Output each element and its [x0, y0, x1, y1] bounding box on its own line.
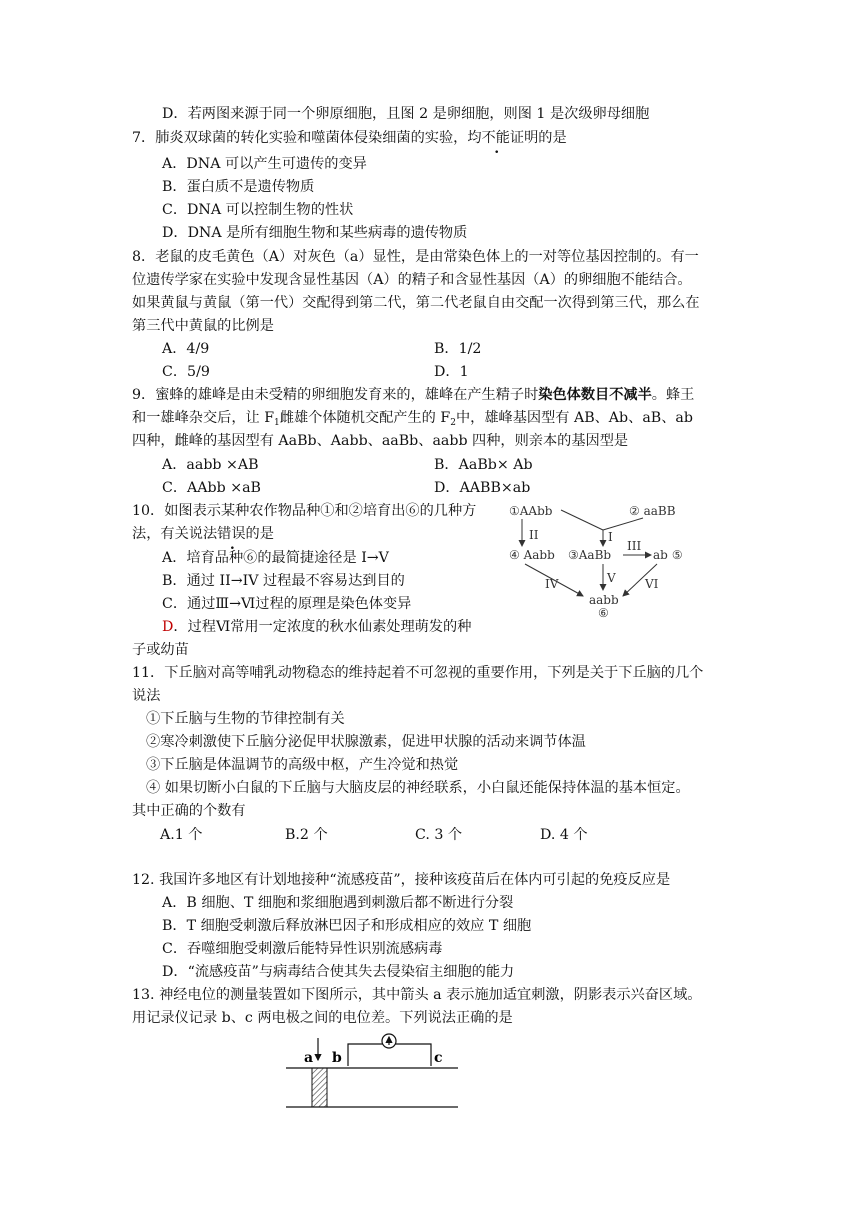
- q8-line-4: 第三代中黄鼠的比例是: [132, 318, 274, 334]
- node-1: ①AAbb: [509, 504, 553, 518]
- q7-option-a: A．DNA 可以产生可遗传的变异: [162, 156, 367, 172]
- q11-item-2: ②寒冷刺激使下丘脑分泌促甲状腺激素，促进甲状腺的活动来调节体温: [146, 734, 586, 750]
- route-label-i: I: [608, 530, 613, 544]
- q8-option-b: B．1/2: [434, 341, 482, 357]
- q7-option-c: C．DNA 可以控制生物的性状: [162, 202, 354, 218]
- q11-line-2: 说法: [132, 688, 161, 704]
- q7-option-b: B．蛋白质不是遗传物质: [162, 179, 315, 195]
- route-label-vi: VI: [645, 577, 659, 591]
- route-label-ii: II: [529, 528, 539, 542]
- q10-option-a: A．培育品种⑥的最简捷途径是 I→V: [162, 550, 389, 566]
- q11-item-1: ①下丘脑与生物的节律控制有关: [146, 711, 345, 727]
- q11-line-1: 11．下丘脑对高等哺乳动物稳态的维持起着不可忽视的重要作用，下列是关于下丘脑的几个: [132, 665, 704, 681]
- nerve-measurement-diagram: [284, 1028, 460, 1112]
- line-1-join: [561, 510, 603, 530]
- line-2-join: [603, 518, 643, 530]
- q10-emphasis: 错误: [217, 526, 246, 542]
- q6-option-d: D．若两图来源于同一个卵原细胞，且图 2 是卵细胞，则图 1 是次级卵母细胞: [162, 106, 650, 122]
- q10-line-1: 10．如图表示某种农作物品种①和②培育出⑥的几种方: [132, 503, 477, 519]
- q12-stem: 12. 我国许多地区有计划地接种“流感疫苗”，接种该疫苗后在体内可引起的免疫反应是: [132, 872, 671, 888]
- route-label-iv: IV: [545, 577, 559, 591]
- q8-line-3: 如果黄鼠与黄鼠（第一代）交配得到第二代，第二代老鼠自由交配一次得到第三代，那么在: [132, 295, 700, 311]
- node-3: ③AaBb: [568, 548, 612, 562]
- q7-emphasis: 不能: [481, 130, 510, 146]
- q10-option-d-cont: 子或幼苗: [132, 642, 189, 658]
- q11-item-4: ④ 如果切断小白鼠的下丘脑与大脑皮层的神经联系，小白鼠还能保持体温的基本恒定。: [146, 780, 690, 796]
- q12-option-a: A．B 细胞、T 细胞和浆细胞遇到刺激后都不断进行分裂: [162, 895, 514, 911]
- q10-option-b: B．通过 II→IV 过程最不容易达到目的: [162, 573, 405, 589]
- q9-option-a: A．aabb ×AB: [162, 457, 259, 473]
- q9-line-3: 四种，雌峰的基因型有 AaBb、Aabb、aaBb、aabb 四种，则亲本的基因型是: [132, 433, 629, 449]
- route-label-iii: III: [627, 539, 642, 553]
- route-label-v: V: [607, 571, 616, 585]
- q10-option-c: C．通过Ⅲ→Ⅵ过程的原理是染色体变异: [162, 596, 412, 612]
- label-b: b: [332, 1050, 342, 1066]
- node-4: ④ Aabb: [509, 548, 555, 562]
- node-6-number: ⑥: [598, 606, 609, 620]
- q11-item-3: ③下丘脑是体温调节的高级中枢，产生冷觉和热觉: [146, 757, 459, 773]
- q13-line-1: 13. 神经电位的测量装置如下图所示，其中箭头 a 表示施加适宜刺激，阴影表示兴奋区域。: [132, 987, 702, 1003]
- q8-option-a: A．4/9: [162, 341, 210, 357]
- node-5: ab ⑤: [653, 548, 683, 562]
- q9-line-1: 9．蜜蜂的雄峰是由未受精的卵细胞发育来的，雄峰在产生精子时染色体数目不减半。蜂王: [132, 387, 695, 403]
- q7-stem: 7．肺炎双球菌的转化实验和噬菌体侵染细菌的实验，均不能证明的是: [132, 130, 567, 146]
- breeding-diagram: [505, 498, 697, 620]
- q8-option-c: C．5/9: [162, 364, 210, 380]
- q11-option-a: A.1 个: [160, 827, 203, 843]
- q11-option-c: C. 3 个: [415, 827, 463, 843]
- q9-option-b: B．AaBb× Ab: [434, 457, 533, 473]
- q11-line-3: 其中正确的个数有: [132, 803, 246, 819]
- q9-option-d: D．AABB×ab: [434, 480, 531, 496]
- node-2: ② aaBB: [629, 504, 676, 518]
- q8-line-1: 8．老鼠的皮毛黄色（A）对灰色（a）显性，是由常染色体上的一对等位基因控制的。有一: [132, 249, 699, 265]
- label-a: a: [304, 1050, 314, 1066]
- q10-line-2: 法，有关说法错误的是: [132, 526, 274, 542]
- q8-line-2: 位遗传学家在实验中发现含显性基因（A）的精子和含显性基因（A）的卵细胞不能结合。: [132, 272, 692, 288]
- q13-line-2: 用记录仪记录 b、c 两电极之间的电位差。下列说法正确的是: [132, 1010, 513, 1026]
- q10-option-d: D．过程Ⅵ常用一定浓度的秋水仙素处理萌发的种: [162, 619, 472, 635]
- q7-option-d: D．DNA 是所有细胞生物和某些病毒的遗传物质: [162, 225, 468, 241]
- q9-bold-text: 染色体数目不减半: [538, 387, 652, 403]
- label-c: c: [434, 1050, 443, 1066]
- q11-option-d: D. 4 个: [540, 827, 588, 843]
- q11-option-b: B.2 个: [285, 827, 328, 843]
- node-6-genotype: aabb: [589, 593, 619, 607]
- q9-option-c: C．AAbb ×aB: [162, 480, 261, 496]
- q12-option-c: C．吞噬细胞受刺激后能特异性识别流感病毒: [162, 941, 443, 957]
- q12-option-d: D．“流感疫苗”与病毒结合使其失去侵染宿主细胞的能力: [162, 964, 515, 980]
- q12-option-b: B．T 细胞受刺激后释放淋巴因子和形成相应的效应 T 细胞: [162, 918, 532, 934]
- q9-line-2: 和一雄峰杂交后，让 $F_1$雌雄个体随机交配产生的 $F_2$中，雄峰基因型有 AB、Ab、aB、ab: [132, 410, 693, 428]
- q8-option-d: D．1: [434, 364, 469, 380]
- excited-region: [312, 1068, 327, 1107]
